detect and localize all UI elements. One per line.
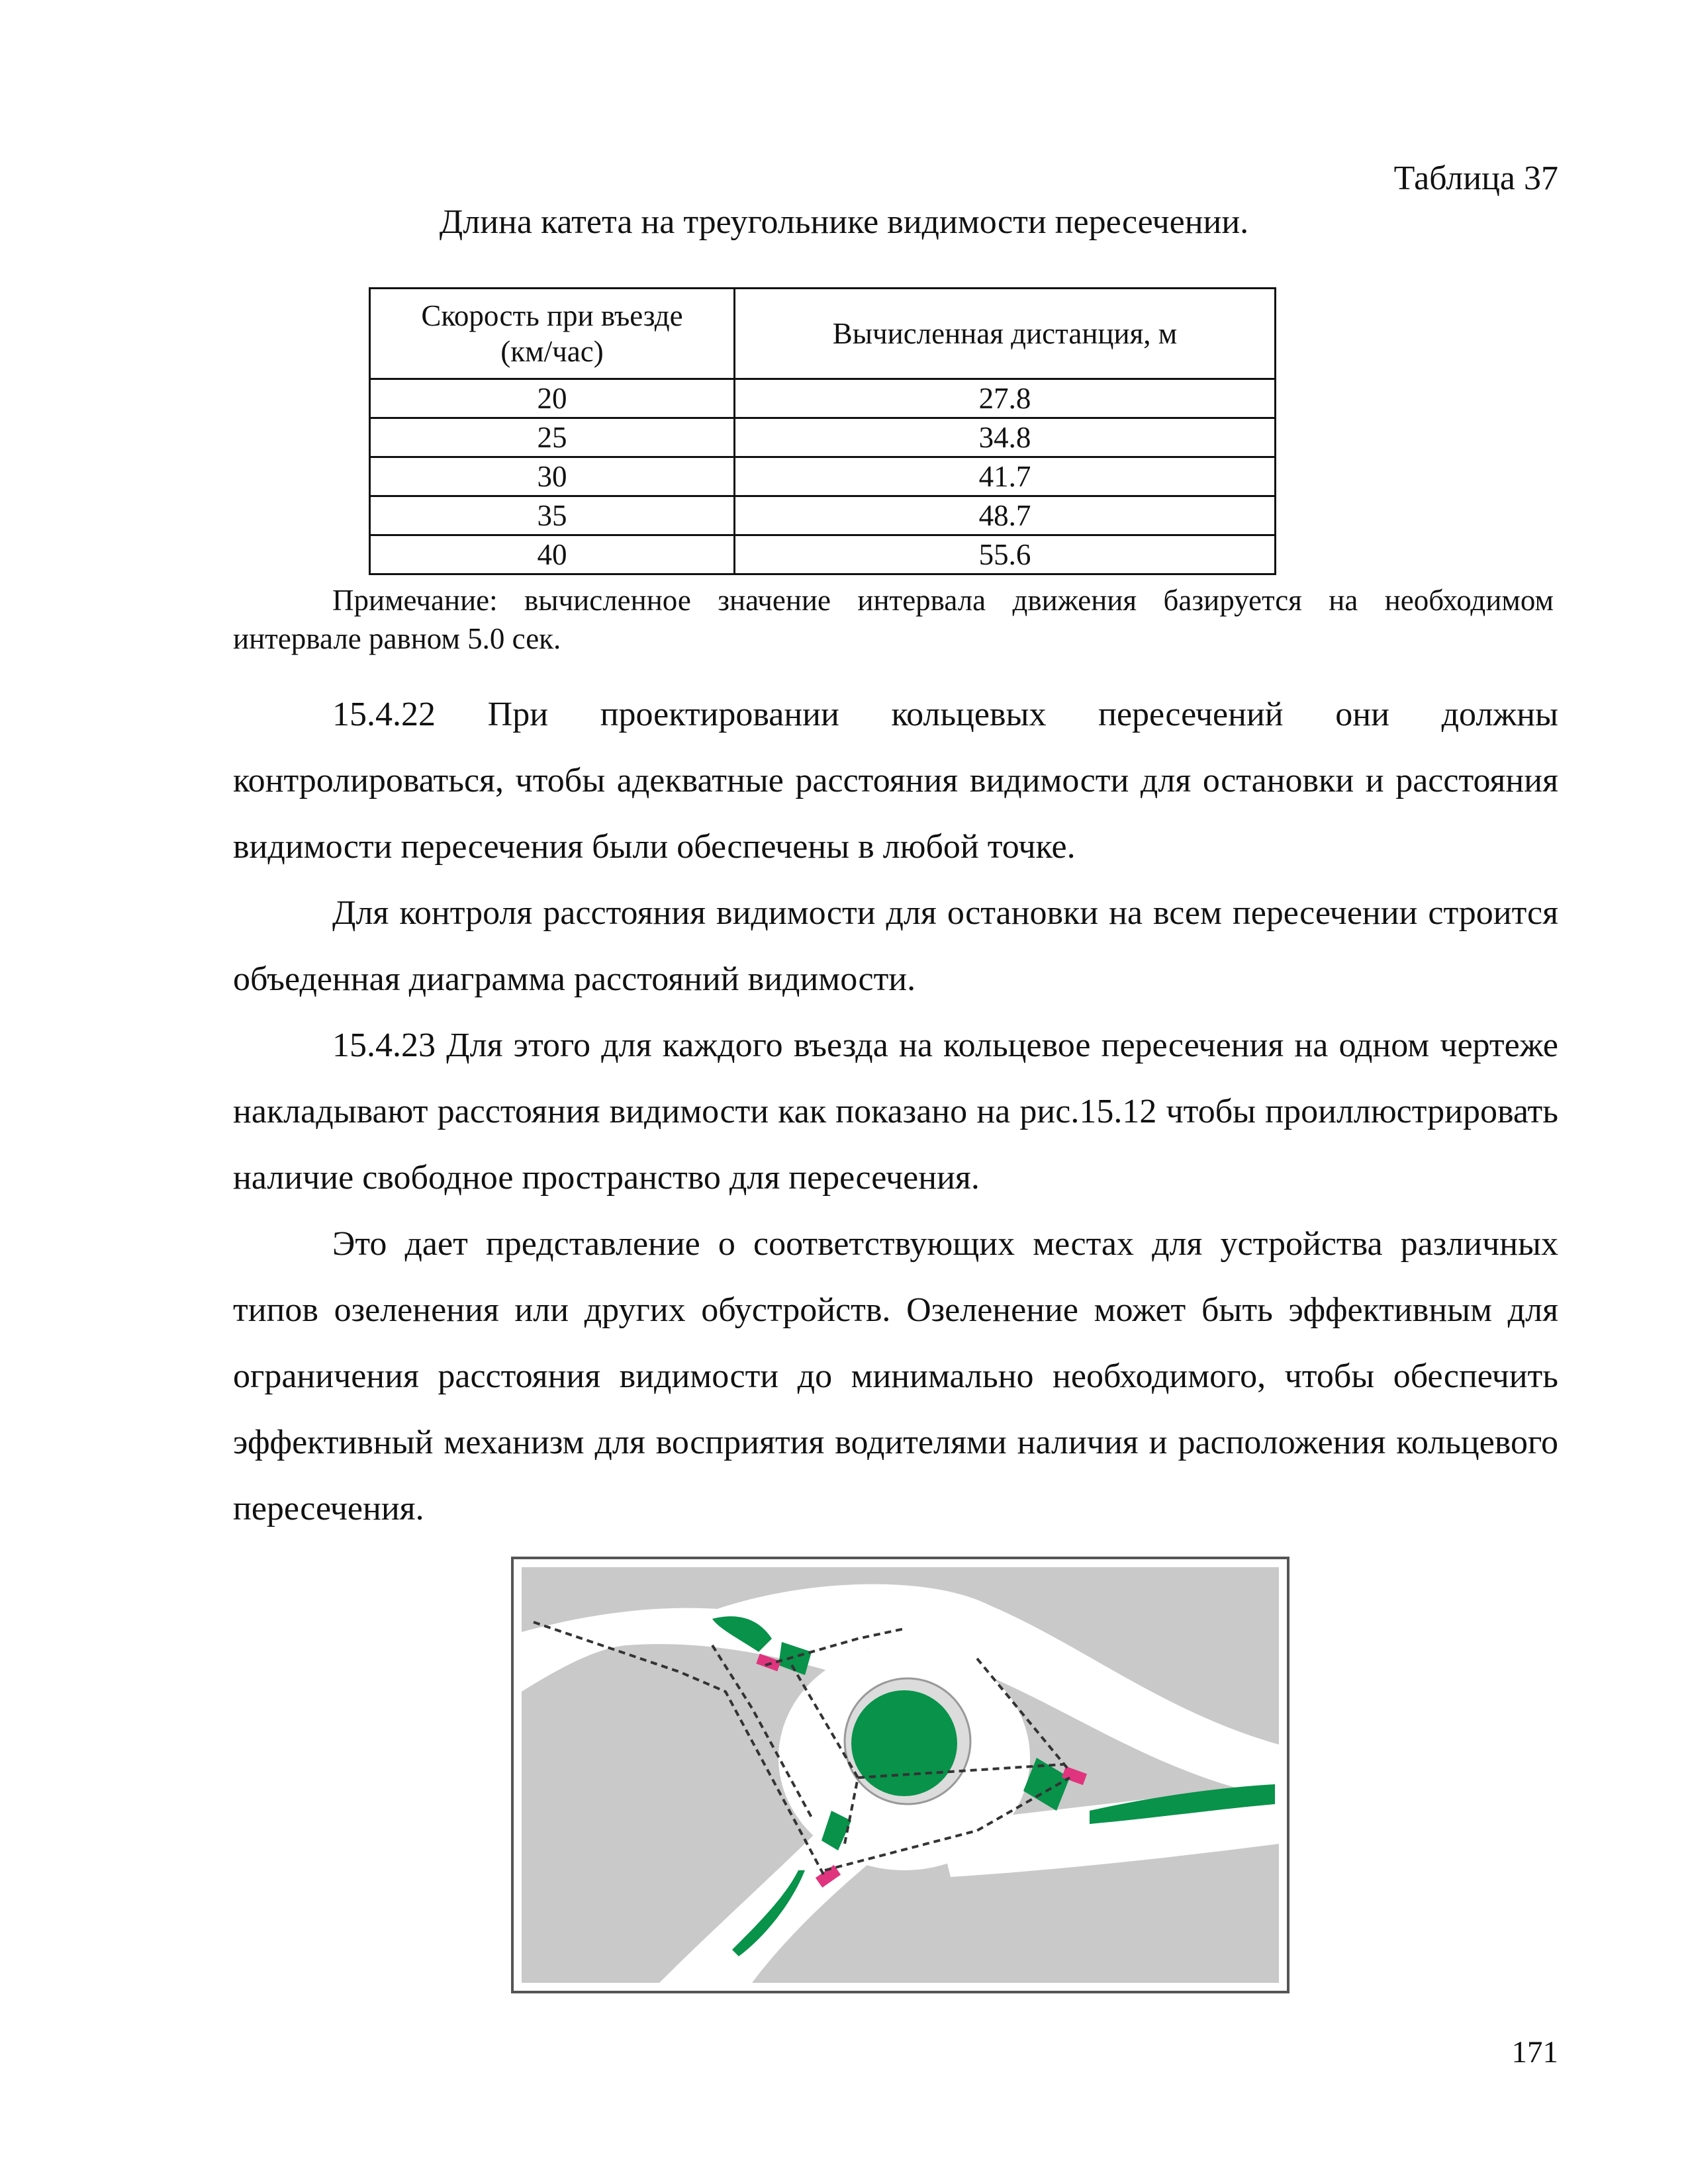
cell-distance: 48.7 [735, 496, 1276, 535]
body-text [233, 682, 1558, 1542]
paragraph: 15.4.23 Для этого для каждого въезда на кольцевое пересечения на одном чертеже накладывают расстояния видимости как показано на рис.15.12 чтобы проиллюстрировать наличие свободное пространство для пересечения. [233, 1026, 1558, 1197]
table-row [370, 418, 1276, 457]
central-island [851, 1690, 957, 1796]
page-number: 171 [1511, 2035, 1558, 2070]
table-row [370, 379, 1276, 418]
paragraph: Для контроля расстояния видимости для остановки на всем пересечении строится объеденная диаграмма расстояний видимости. [233, 894, 1558, 998]
cell-distance: 27.8 [735, 379, 1276, 418]
table-header-row [370, 289, 1276, 379]
table-row [370, 496, 1276, 535]
table-row [370, 535, 1276, 574]
header-speed-line1: Скорость при въезде [421, 299, 683, 332]
header-distance: Вычисленная дистанция, м [735, 289, 1276, 379]
table-note-text: Примечание: вычисленное значение интервала движения базируется на необходимом интервале равном 5.0 сек. [233, 584, 1554, 655]
cell-distance: 41.7 [735, 457, 1276, 496]
roundabout-sight-distance-figure [511, 1557, 1289, 1993]
cell-speed: 20 [370, 379, 735, 418]
header-speed-line2: (км/час) [500, 335, 604, 368]
cell-distance: 55.6 [735, 535, 1276, 574]
cell-distance: 34.8 [735, 418, 1276, 457]
cell-speed: 40 [370, 535, 735, 574]
table-note [233, 581, 1554, 658]
paragraph: Это дает представление о соответствующих местах для устройства различных типов озеленения или других обустройств. Озеленение может быть эффективным для ограничения расстояния видимости до минимально необходимого, чтобы обеспечить эффективный механизм для восприятия водителями наличия и расположения кольцевого пересечения. [233, 1225, 1558, 1527]
cell-speed: 25 [370, 418, 735, 457]
table-number: Таблица 37 [1393, 159, 1558, 197]
cell-speed: 35 [370, 496, 735, 535]
roundabout-diagram [514, 1559, 1287, 1991]
table-title: Длина катета на треугольнике видимости пересечении. [439, 203, 1249, 241]
sight-distance-table [369, 287, 1276, 575]
paragraph: 15.4.22 При проектировании кольцевых пересечений они должны контролироваться, чтобы адекватные расстояния видимости для остановки и расстояния видимости пересечения были обеспечены в любой точке. [233, 696, 1558, 866]
header-speed [370, 289, 735, 379]
cell-speed: 30 [370, 457, 735, 496]
table-row [370, 457, 1276, 496]
